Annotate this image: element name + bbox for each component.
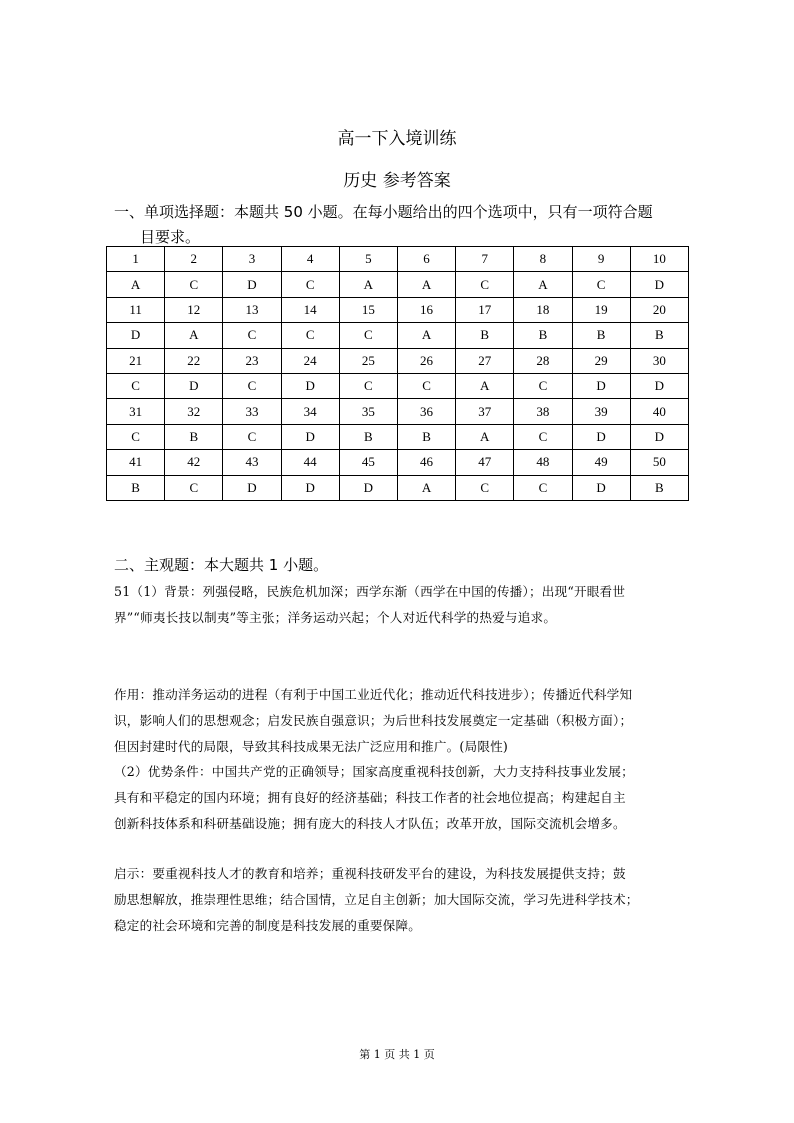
answer-row bbox=[107, 475, 689, 500]
answer-cell: B bbox=[514, 323, 572, 348]
question-number-row bbox=[107, 450, 689, 475]
question-number-cell: 25 bbox=[339, 348, 397, 373]
answer-cell: C bbox=[339, 323, 397, 348]
question-number-cell: 43 bbox=[223, 450, 281, 475]
text-line: 励思想解放，推崇理性思维；结合国情，立足自主创新；加大国际交流，学习先进科学技术； bbox=[114, 892, 639, 907]
document-title: 高一下入境训练 bbox=[337, 129, 457, 149]
answer-cell: C bbox=[456, 475, 514, 500]
question-number-cell: 49 bbox=[572, 450, 630, 475]
text-line: 51（1）背景：列强侵略，民族危机加深；西学东渐（西学在中国的传播）；出现“开眼看世 bbox=[114, 584, 626, 599]
answer-cell: D bbox=[572, 373, 630, 398]
text-line: 稳定的社会环境和完善的制度是科技发展的重要保障。 bbox=[114, 918, 422, 933]
question-number-cell: 28 bbox=[514, 348, 572, 373]
question-number-cell: 48 bbox=[514, 450, 572, 475]
answer-cell: B bbox=[630, 475, 688, 500]
answer-cell: D bbox=[630, 272, 688, 297]
text-line: 界”“师夷长技以制夷”等主张；洋务运动兴起；个人对近代科学的热爱与追求。 bbox=[114, 610, 557, 625]
question-number-cell: 13 bbox=[223, 297, 281, 322]
answer-cell: D bbox=[107, 323, 165, 348]
question-number-cell: 3 bbox=[223, 247, 281, 272]
question-number-cell: 26 bbox=[397, 348, 455, 373]
question-number-cell: 10 bbox=[630, 247, 688, 272]
answer-51-2-advantages bbox=[114, 759, 684, 837]
question-number-cell: 41 bbox=[107, 450, 165, 475]
question-number-cell: 20 bbox=[630, 297, 688, 322]
question-number-cell: 24 bbox=[281, 348, 339, 373]
question-number-cell: 32 bbox=[165, 399, 223, 424]
answer-cell: A bbox=[397, 475, 455, 500]
answer-cell: D bbox=[165, 373, 223, 398]
question-number-cell: 17 bbox=[456, 297, 514, 322]
question-number-cell: 46 bbox=[397, 450, 455, 475]
question-number-cell: 14 bbox=[281, 297, 339, 322]
answer-cell: D bbox=[572, 475, 630, 500]
answer-51-1-effect bbox=[114, 682, 684, 760]
answer-cell: C bbox=[223, 323, 281, 348]
text-line: 但因封建时代的局限，导致其科技成果无法广泛应用和推广。(局限性) bbox=[114, 739, 509, 754]
answer-cell: C bbox=[281, 272, 339, 297]
answer-cell: B bbox=[165, 424, 223, 449]
question-number-cell: 16 bbox=[397, 297, 455, 322]
question-number-cell: 33 bbox=[223, 399, 281, 424]
question-number-cell: 35 bbox=[339, 399, 397, 424]
question-number-cell: 45 bbox=[339, 450, 397, 475]
answer-cell: D bbox=[281, 475, 339, 500]
answer-cell: D bbox=[281, 424, 339, 449]
question-number-cell: 21 bbox=[107, 348, 165, 373]
question-number-cell: 39 bbox=[572, 399, 630, 424]
question-number-cell: 42 bbox=[165, 450, 223, 475]
question-number-row bbox=[107, 247, 689, 272]
answer-cell: A bbox=[456, 424, 514, 449]
question-number-cell: 30 bbox=[630, 348, 688, 373]
text-line: 创新科技体系和科研基础设施；拥有庞大的科技人才队伍；改革开放，国际交流机会增多。 bbox=[114, 816, 626, 831]
answer-cell: A bbox=[514, 272, 572, 297]
question-number-cell: 29 bbox=[572, 348, 630, 373]
answer-row bbox=[107, 323, 689, 348]
answer-51-2-lessons bbox=[114, 861, 684, 939]
question-number-cell: 22 bbox=[165, 348, 223, 373]
question-number-cell: 18 bbox=[514, 297, 572, 322]
answer-cell: C bbox=[339, 373, 397, 398]
answer-cell: C bbox=[223, 373, 281, 398]
answer-cell: C bbox=[165, 272, 223, 297]
question-number-cell: 23 bbox=[223, 348, 281, 373]
answer-cell: C bbox=[514, 424, 572, 449]
text-line: 作用：推动洋务运动的进程（有利于中国工业近代化；推动近代科技进步）；传播近代科学知 bbox=[114, 687, 633, 702]
answer-cell: B bbox=[456, 323, 514, 348]
answer-cell: D bbox=[572, 424, 630, 449]
question-number-cell: 44 bbox=[281, 450, 339, 475]
question-number-cell: 2 bbox=[165, 247, 223, 272]
question-number-cell: 31 bbox=[107, 399, 165, 424]
question-number-cell: 5 bbox=[339, 247, 397, 272]
answer-cell: C bbox=[572, 272, 630, 297]
question-number-cell: 7 bbox=[456, 247, 514, 272]
question-number-cell: 8 bbox=[514, 247, 572, 272]
text-line: 具有和平稳定的国内环境；拥有良好的经济基础；科技工作者的社会地位提高；构建起自主 bbox=[114, 790, 626, 805]
answer-cell: C bbox=[281, 323, 339, 348]
question-number-row bbox=[107, 297, 689, 322]
section1-heading: 一、单项选择题：本题共 50 小题。在每小题给出的四个选项中，只有一项符合题 bbox=[114, 203, 653, 221]
answer-cell: B bbox=[339, 424, 397, 449]
answer-cell: A bbox=[397, 272, 455, 297]
answer-row bbox=[107, 373, 689, 398]
answer-cell: C bbox=[397, 373, 455, 398]
section2-heading: 二、主观题：本大题共 1 小题。 bbox=[114, 556, 329, 574]
question-number-cell: 9 bbox=[572, 247, 630, 272]
question-number-cell: 4 bbox=[281, 247, 339, 272]
answer-cell: C bbox=[223, 424, 281, 449]
answer-cell: D bbox=[630, 424, 688, 449]
answer-cell: D bbox=[630, 373, 688, 398]
answer-cell: C bbox=[107, 424, 165, 449]
text-line: 识，影响人们的思想观念；启发民族自强意识；为后世科技发展奠定一定基础（积极方面）； bbox=[114, 713, 633, 728]
question-number-cell: 40 bbox=[630, 399, 688, 424]
question-number-cell: 47 bbox=[456, 450, 514, 475]
answer-cell: C bbox=[514, 475, 572, 500]
question-number-cell: 12 bbox=[165, 297, 223, 322]
answer-cell: A bbox=[165, 323, 223, 348]
answer-51-1-background bbox=[114, 579, 684, 631]
text-line: 启示：要重视科技人才的教育和培养；重视科技研发平台的建设，为科技发展提供支持；鼓 bbox=[114, 866, 626, 881]
answer-cell: A bbox=[456, 373, 514, 398]
answer-row bbox=[107, 424, 689, 449]
question-number-cell: 1 bbox=[107, 247, 165, 272]
question-number-row bbox=[107, 399, 689, 424]
question-number-row bbox=[107, 348, 689, 373]
answer-cell: C bbox=[514, 373, 572, 398]
answer-cell: C bbox=[107, 373, 165, 398]
answer-cell: B bbox=[397, 424, 455, 449]
answer-cell: B bbox=[630, 323, 688, 348]
answer-cell: C bbox=[165, 475, 223, 500]
answer-cell: D bbox=[281, 373, 339, 398]
section1-heading-continued: 目要求。 bbox=[140, 228, 201, 246]
question-number-cell: 11 bbox=[107, 297, 165, 322]
answer-cell: D bbox=[223, 272, 281, 297]
question-number-cell: 6 bbox=[397, 247, 455, 272]
answer-cell: C bbox=[456, 272, 514, 297]
answer-cell: A bbox=[397, 323, 455, 348]
question-number-cell: 34 bbox=[281, 399, 339, 424]
answer-row bbox=[107, 272, 689, 297]
answer-cell: D bbox=[339, 475, 397, 500]
text-line: （2）优势条件：中国共产党的正确领导；国家高度重视科技创新，大力支持科技事业发展； bbox=[114, 764, 634, 779]
answer-cell: D bbox=[223, 475, 281, 500]
question-number-cell: 38 bbox=[514, 399, 572, 424]
question-number-cell: 15 bbox=[339, 297, 397, 322]
question-number-cell: 50 bbox=[630, 450, 688, 475]
answer-cell: A bbox=[339, 272, 397, 297]
question-number-cell: 37 bbox=[456, 399, 514, 424]
question-number-cell: 36 bbox=[397, 399, 455, 424]
page-footer: 第 1 页 共 1 页 bbox=[359, 1048, 435, 1061]
answer-cell: B bbox=[107, 475, 165, 500]
answer-cell: A bbox=[107, 272, 165, 297]
question-number-cell: 19 bbox=[572, 297, 630, 322]
answer-cell: B bbox=[572, 323, 630, 348]
answer-table bbox=[106, 246, 689, 501]
question-number-cell: 27 bbox=[456, 348, 514, 373]
document-subtitle: 历史 参考答案 bbox=[343, 171, 451, 191]
